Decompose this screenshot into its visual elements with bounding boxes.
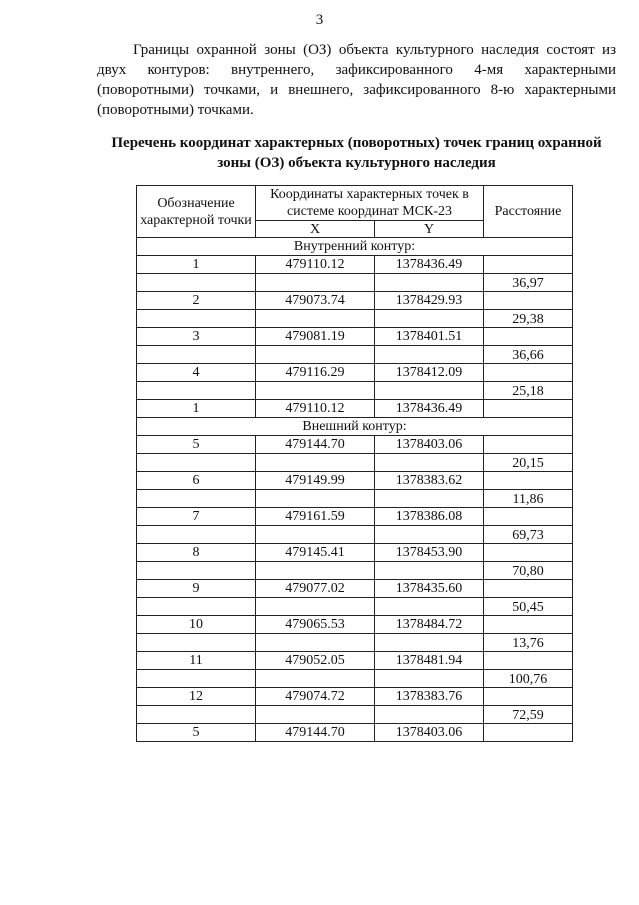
section-row	[137, 418, 573, 436]
x-cell	[256, 454, 375, 472]
x-cell	[256, 382, 375, 400]
distance-cell	[484, 472, 573, 490]
y-cell	[375, 382, 484, 400]
table-row	[137, 454, 573, 472]
distance-cell: 72,59	[484, 706, 573, 724]
x-cell: 479052.05	[256, 652, 375, 670]
distance-cell: 70,80	[484, 562, 573, 580]
x-cell: 479065.53	[256, 616, 375, 634]
table-heading: Перечень координат характерных (поворотных) точек границ охранной зоны (ОЗ) объекта культурного наследия	[111, 135, 602, 171]
point-cell	[137, 598, 256, 616]
section-row	[137, 238, 573, 256]
distance-cell: 69,73	[484, 526, 573, 544]
point-cell: 2	[137, 292, 256, 310]
y-cell: 1378429.93	[375, 292, 484, 310]
x-cell	[256, 562, 375, 580]
table-row	[137, 508, 573, 526]
x-cell	[256, 346, 375, 364]
table-row	[137, 472, 573, 490]
y-cell: 1378401.51	[375, 328, 484, 346]
table-row	[137, 562, 573, 580]
x-cell	[256, 670, 375, 688]
coordinates-table	[136, 185, 573, 742]
section-title: Внутренний контур:	[137, 238, 573, 256]
table-row	[137, 256, 573, 274]
x-cell: 479110.12	[256, 400, 375, 418]
table-row	[137, 652, 573, 670]
x-cell: 479116.29	[256, 364, 375, 382]
distance-cell: 13,76	[484, 634, 573, 652]
distance-cell	[484, 508, 573, 526]
table-row	[137, 274, 573, 292]
x-cell: 479073.74	[256, 292, 375, 310]
x-cell: 479149.99	[256, 472, 375, 490]
table-row	[137, 544, 573, 562]
point-cell	[137, 670, 256, 688]
distance-cell: 36,97	[484, 274, 573, 292]
distance-cell	[484, 544, 573, 562]
point-cell	[137, 706, 256, 724]
header-coordinates: Координаты характерных точек в системе координат МСК-23	[256, 186, 484, 221]
table-row	[137, 382, 573, 400]
point-cell	[137, 526, 256, 544]
point-cell	[137, 274, 256, 292]
y-cell: 1378383.76	[375, 688, 484, 706]
table-row	[137, 346, 573, 364]
x-cell: 479077.02	[256, 580, 375, 598]
y-cell: 1378383.62	[375, 472, 484, 490]
y-cell: 1378484.72	[375, 616, 484, 634]
point-cell: 10	[137, 616, 256, 634]
x-cell: 479144.70	[256, 436, 375, 454]
distance-cell	[484, 616, 573, 634]
point-cell	[137, 634, 256, 652]
x-cell: 479110.12	[256, 256, 375, 274]
point-cell	[137, 562, 256, 580]
distance-cell: 100,76	[484, 670, 573, 688]
table-row	[137, 328, 573, 346]
y-cell: 1378403.06	[375, 724, 484, 742]
y-cell	[375, 670, 484, 688]
y-cell: 1378412.09	[375, 364, 484, 382]
y-cell: 1378453.90	[375, 544, 484, 562]
point-cell: 7	[137, 508, 256, 526]
header-point: Обозначение характерной точки	[137, 186, 256, 238]
distance-cell: 50,45	[484, 598, 573, 616]
y-cell	[375, 454, 484, 472]
header-x: X	[256, 221, 375, 238]
x-cell: 479145.41	[256, 544, 375, 562]
table-row	[137, 400, 573, 418]
point-cell: 5	[137, 436, 256, 454]
distance-cell: 20,15	[484, 454, 573, 472]
intro-paragraph: Границы охранной зоны (ОЗ) объекта культурного наследия состоят из двух контуров: внутреннего, зафиксированного 4-мя характерными (поворотными) точками, и внешнего, зафиксированного 8-ю характерными (поворотными) точками.	[97, 42, 616, 118]
distance-cell: 25,18	[484, 382, 573, 400]
page-number: 3	[315, 12, 324, 28]
y-cell: 1378386.08	[375, 508, 484, 526]
table-row	[137, 580, 573, 598]
y-cell: 1378435.60	[375, 580, 484, 598]
point-cell: 8	[137, 544, 256, 562]
section-title: Внешний контур:	[137, 418, 573, 436]
distance-cell: 36,66	[484, 346, 573, 364]
point-cell: 1	[137, 256, 256, 274]
distance-cell	[484, 256, 573, 274]
y-cell	[375, 274, 484, 292]
distance-cell: 29,38	[484, 310, 573, 328]
y-cell: 1378436.49	[375, 400, 484, 418]
y-cell: 1378403.06	[375, 436, 484, 454]
x-cell	[256, 706, 375, 724]
distance-cell	[484, 364, 573, 382]
distance-cell	[484, 328, 573, 346]
point-cell: 3	[137, 328, 256, 346]
x-cell	[256, 274, 375, 292]
point-cell	[137, 310, 256, 328]
point-cell	[137, 490, 256, 508]
distance-cell	[484, 400, 573, 418]
table-row	[137, 310, 573, 328]
table-row	[137, 688, 573, 706]
table-row	[137, 598, 573, 616]
table-row	[137, 616, 573, 634]
distance-cell: 11,86	[484, 490, 573, 508]
point-cell: 1	[137, 400, 256, 418]
table-row	[137, 670, 573, 688]
x-cell: 479144.70	[256, 724, 375, 742]
table-row	[137, 292, 573, 310]
point-cell	[137, 454, 256, 472]
x-cell	[256, 598, 375, 616]
point-cell: 4	[137, 364, 256, 382]
table-row	[137, 706, 573, 724]
distance-cell	[484, 580, 573, 598]
x-cell	[256, 634, 375, 652]
x-cell	[256, 526, 375, 544]
x-cell	[256, 310, 375, 328]
y-cell	[375, 490, 484, 508]
y-cell	[375, 598, 484, 616]
distance-cell	[484, 724, 573, 742]
y-cell	[375, 346, 484, 364]
y-cell	[375, 526, 484, 544]
table-row	[137, 634, 573, 652]
y-cell	[375, 634, 484, 652]
table-row	[137, 526, 573, 544]
distance-cell	[484, 436, 573, 454]
x-cell: 479081.19	[256, 328, 375, 346]
distance-cell	[484, 652, 573, 670]
x-cell: 479161.59	[256, 508, 375, 526]
distance-cell	[484, 688, 573, 706]
table-row	[137, 436, 573, 454]
distance-cell	[484, 292, 573, 310]
table-row	[137, 364, 573, 382]
y-cell	[375, 706, 484, 724]
table-row	[137, 724, 573, 742]
y-cell	[375, 310, 484, 328]
y-cell: 1378481.94	[375, 652, 484, 670]
point-cell: 9	[137, 580, 256, 598]
y-cell: 1378436.49	[375, 256, 484, 274]
point-cell: 12	[137, 688, 256, 706]
x-cell	[256, 490, 375, 508]
header-y: Y	[375, 221, 484, 238]
point-cell: 5	[137, 724, 256, 742]
x-cell: 479074.72	[256, 688, 375, 706]
header-distance: Расстояние	[484, 186, 573, 238]
point-cell	[137, 346, 256, 364]
point-cell: 6	[137, 472, 256, 490]
point-cell: 11	[137, 652, 256, 670]
table-row	[137, 490, 573, 508]
point-cell	[137, 382, 256, 400]
y-cell	[375, 562, 484, 580]
